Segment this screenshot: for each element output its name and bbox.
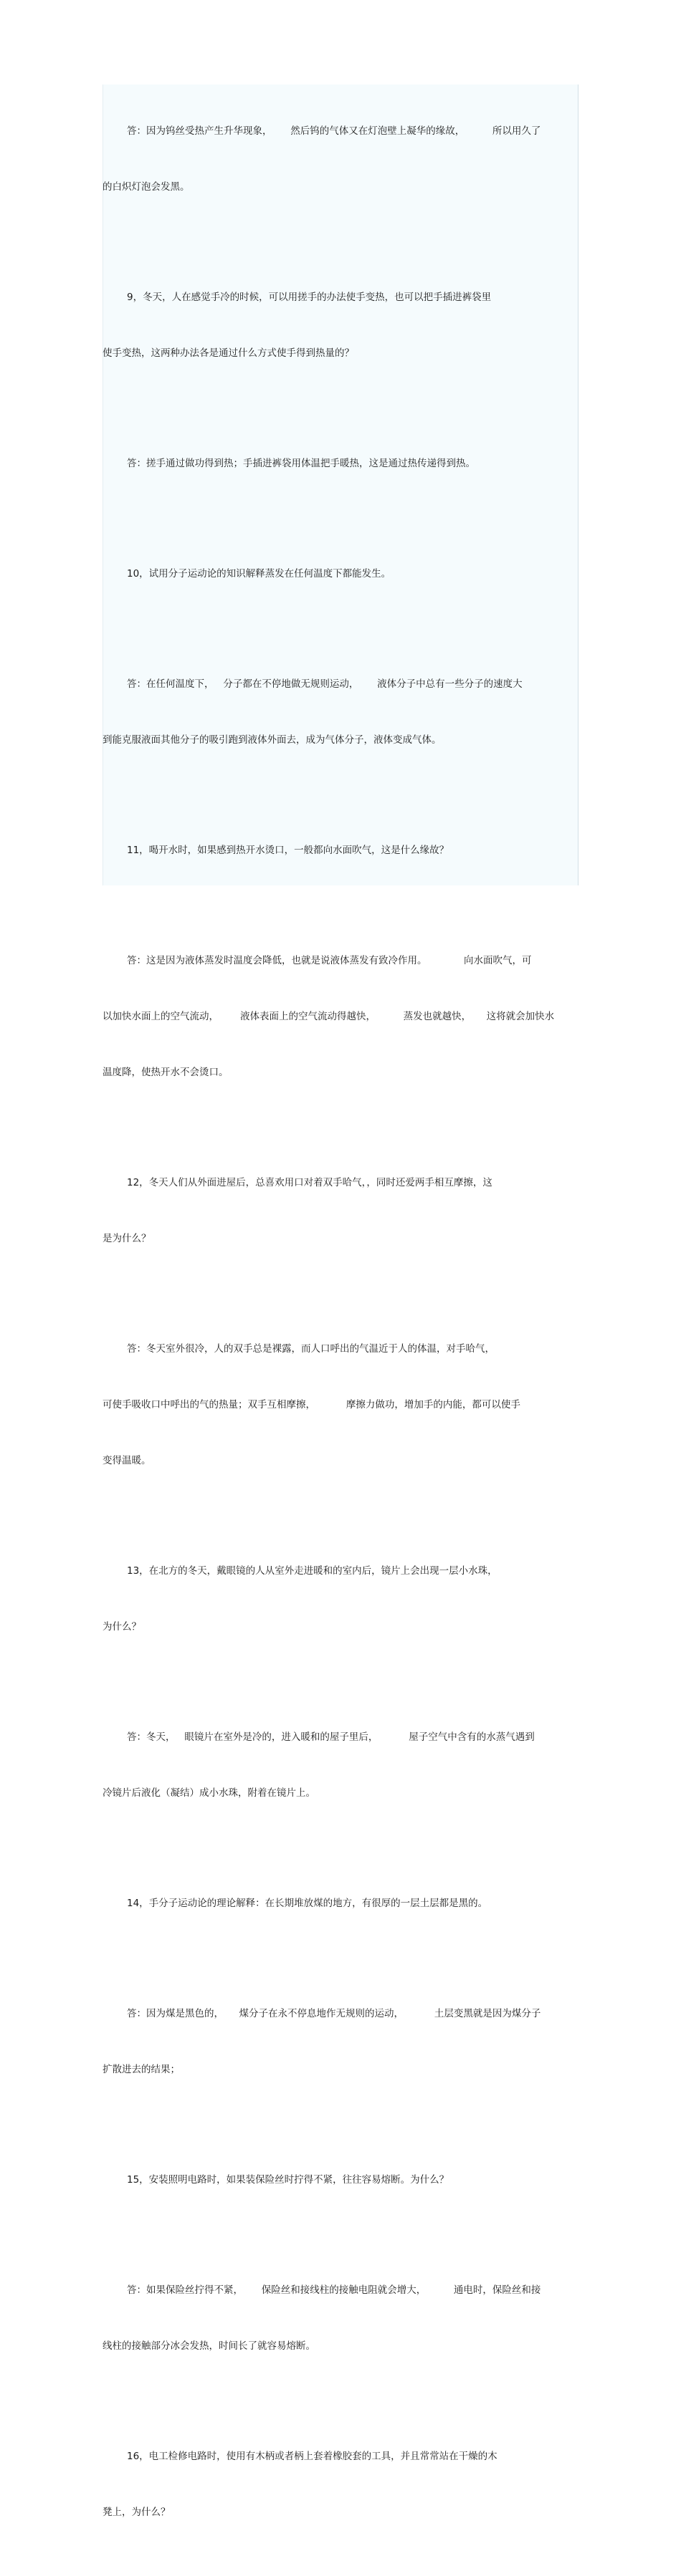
text-line: 线柱的接触部分冰会发热，时间长了就容易熔断。 <box>103 2340 315 2352</box>
answer-paragraph <box>103 1302 576 1507</box>
text-line: 答：在任何温度下， 分子都在不停地做无规则运动， 液体分子中总有一些分子的速度大 <box>127 678 523 690</box>
text-line: 14，手分子运动论的理论解释：在长期堆放煤的地方，有很厚的一层土层都是黑的。 <box>127 1898 488 1909</box>
text-line: 为什么？ <box>103 1621 141 1633</box>
question-paragraph <box>103 2133 576 2226</box>
text-line: 12，冬天人们从外面进屋后，总喜欢用口对着双手哈气，，同时还爱两手相互摩擦，这 <box>127 1177 492 1188</box>
text-line: 9，冬天，人在感觉手冷的时候，可以用搓手的办法使手变热，也可以把手插进裤袋里 <box>127 292 492 303</box>
text-line: 答：因为钨丝受热产生升华现象， 然后钨的气体又在灯泡壁上凝华的缘故， 所以用久了 <box>127 125 541 137</box>
text-line: 答：这是因为液体蒸发时温度会降低，也就是说液体蒸发有致冷作用。 向水面吹气，可 <box>127 955 532 966</box>
question-paragraph <box>103 251 576 400</box>
text-line: 是为什么？ <box>103 1233 151 1244</box>
text-line: 答：如果保险丝拧得不紧， 保险丝和接线柱的接触电阻就会增大， 通电时，保险丝和接 <box>127 2284 541 2296</box>
text-line: 13，在北方的冬天，戴眼镜的人从室外走进暖和的室内后，镜片上会出现一层小水珠， <box>127 1565 497 1577</box>
text-line: 以加快水面上的空气流动， 液体表面上的空气流动得越快， 蒸发也就越快， 这将就会加快水 <box>103 1011 555 1022</box>
document-body <box>103 85 576 2576</box>
text-line: 温度降，使热开水不会烫口。 <box>103 1067 229 1078</box>
answer-paragraph <box>103 2244 576 2393</box>
text-line: 11，喝开水时，如果感到热开水烫口，一般都向水面吹气，这是什么缘故？ <box>127 845 449 856</box>
answer-paragraph <box>103 638 576 787</box>
question-paragraph <box>103 1857 576 1950</box>
text-line: 凳上，为什么？ <box>103 2507 171 2518</box>
text-line: 扩散进去的结果； <box>103 2064 180 2075</box>
text-line: 使手变热，这两种办法各是通过什么方式使手得到热量的？ <box>103 347 354 359</box>
text-line: 变得温暖。 <box>103 1455 151 1466</box>
question-paragraph <box>103 1524 576 1673</box>
text-line: 10，试用分子运动论的知识解释蒸发在任何温度下都能发生。 <box>127 568 391 580</box>
answer-paragraph <box>103 417 576 510</box>
question-paragraph <box>103 527 576 620</box>
text-line: 冷镜片后液化（凝结）成小水珠，附着在镜片上。 <box>103 1787 315 1799</box>
text-line: 到能克服液面其他分子的吸引跑到液体外面去，成为气体分子，液体变成气体。 <box>103 734 442 746</box>
question-paragraph <box>103 2410 576 2559</box>
text-line: 答：搓手通过做功得到热；手插进裤袋用体温把手暖热，这是通过热传递得到热。 <box>127 458 475 469</box>
answer-paragraph <box>103 1967 576 2116</box>
text-line: 16，电工检修电路时，使用有木柄或者柄上套着橡胶套的工具，并且常常站在干燥的木 <box>127 2451 497 2462</box>
text-line: 答：因为煤是黑色的， 煤分子在永不停息地作无规则的运动， 土层变黑就是因为煤分子 <box>127 2008 541 2019</box>
text-line: 15，安装照明电路时，如果装保险丝时拧得不紧，往往容易熔断。为什么？ <box>127 2174 449 2186</box>
answer-paragraph <box>103 85 576 234</box>
text-line: 的白炽灯泡会发黑。 <box>103 181 190 193</box>
answer-paragraph <box>103 1691 576 1840</box>
text-line: 答：冬天， 眼镜片在室外是冷的，进入暖和的屋子里后， 屋子空气中含有的水蒸气遇到 <box>127 1731 535 1743</box>
question-paragraph <box>103 1136 576 1285</box>
answer-paragraph <box>103 914 576 1119</box>
text-line: 可使手吸收口中呼出的气的热量；双手互相摩擦， 摩擦力做功，增加手的内能，都可以使手 <box>103 1399 520 1410</box>
text-line: 答：冬天室外很冷，人的双手总是裸露，而人口呼出的气温近于人的体温，对手哈气， <box>127 1343 495 1355</box>
question-paragraph <box>103 804 576 897</box>
